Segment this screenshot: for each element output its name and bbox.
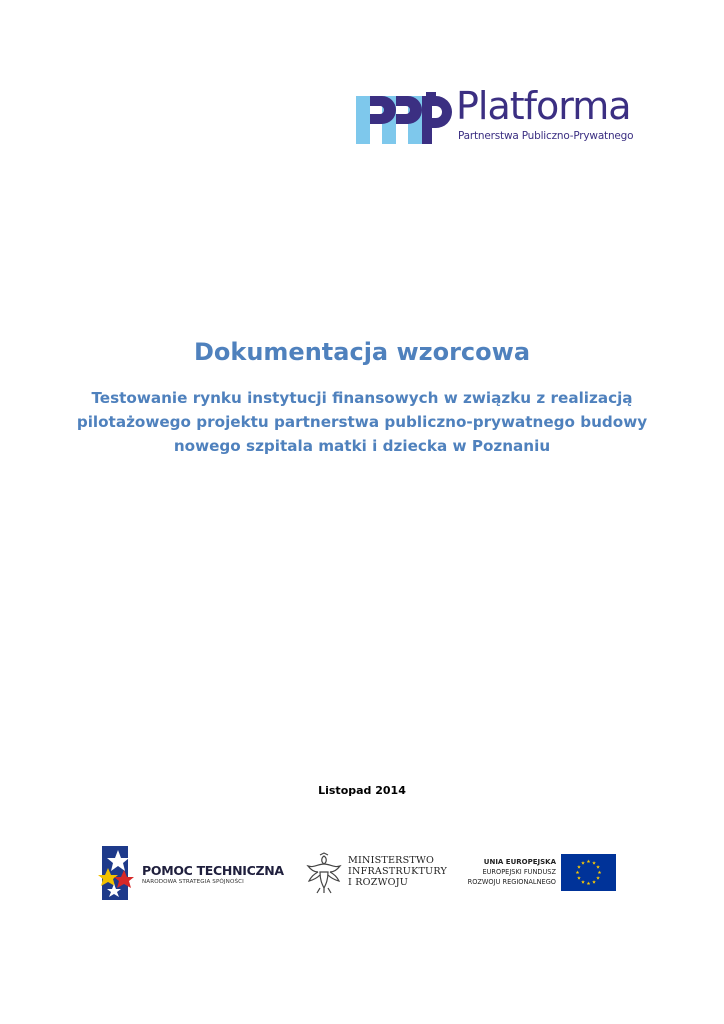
ppp-platforma-logo	[356, 84, 646, 146]
document-subtitle-line: nowego szpitala matki i dziecka w Poznaniu	[173, 437, 551, 455]
ministerstwo-logo	[306, 852, 446, 896]
eu-flag-icon	[561, 854, 616, 891]
document-subtitle-line: pilotażowego projektu partnerstwa publiczno-prywatnego budowy	[76, 413, 648, 431]
ppp-logo-subtitle: Partnerstwa Publiczno-Prywatnego	[458, 130, 634, 142]
star-emblem-icon	[98, 846, 134, 900]
unia-europejska-line: UNIA EUROPEJSKA	[483, 858, 556, 866]
document-subtitle	[62, 386, 662, 458]
ministerstwo-line: MINISTERSTWO	[348, 855, 435, 866]
unia-europejska-line: EUROPEJSKI FUNDUSZ	[482, 868, 556, 876]
eagle-emblem-icon	[306, 852, 342, 894]
pomoc-techniczna-logo	[98, 846, 288, 900]
unia-europejska-logo	[460, 852, 620, 894]
ppp-mark-icon	[356, 92, 454, 144]
document-subtitle-line: Testowanie rynku instytucji finansowych w związku z realizacją	[91, 389, 633, 407]
ministerstwo-name	[348, 855, 447, 888]
pomoc-techniczna-name: POMOC TECHNICZNA	[142, 863, 284, 878]
ministerstwo-line: INFRASTRUKTURY	[348, 866, 447, 877]
document-title: Dokumentacja wzorcowa	[193, 338, 531, 366]
pomoc-techniczna-tagline: NARODOWA STRATEGIA SPÓJNOŚCI	[142, 879, 244, 885]
ministerstwo-line: I ROZWOJU	[348, 877, 409, 888]
ppp-wordmark: Platforma	[456, 84, 631, 128]
unia-europejska-line: ROZWOJU REGIONALNEGO	[467, 878, 556, 886]
document-date: Listopad 2014	[318, 784, 406, 797]
unia-europejska-text	[468, 857, 556, 887]
